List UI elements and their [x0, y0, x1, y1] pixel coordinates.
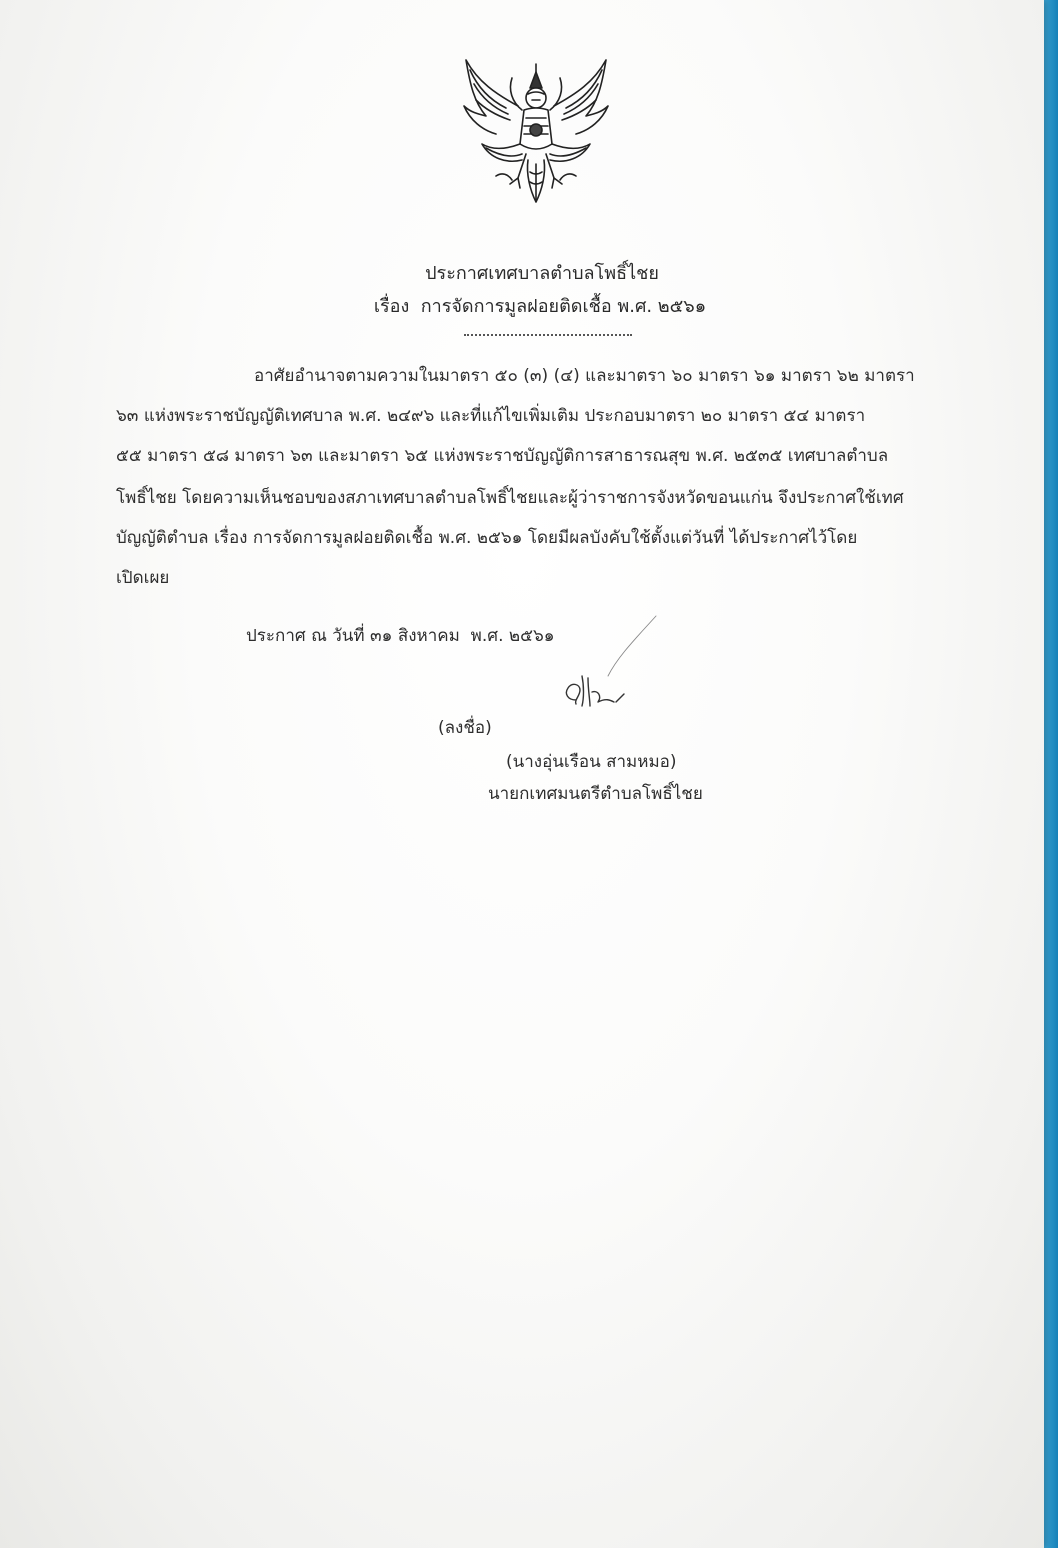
- dotted-divider: [464, 334, 632, 336]
- body-line: ๖๓ แห่งพระราชบัญญัติเทศบาล พ.ศ. ๒๔๙๖ และที่แก้ไขเพิ่มเติม ประกอบมาตรา ๒๐ มาตรา ๕๔ มาตรา: [116, 406, 866, 426]
- document-subject: เรื่อง การจัดการมูลฝอยติดเชื้อ พ.ศ. ๒๕๖๑: [373, 296, 707, 317]
- body-line: โพธิ์ไชย โดยความเห็นชอบของสภาเทศบาลตำบลโพธิ์ไชยและผู้ว่าราชการจังหวัดขอนแก่น จึงประกาศใช้เทศ: [116, 488, 904, 508]
- sign-label: (ลงชื่อ): [438, 718, 492, 738]
- body-line: ๕๕ มาตรา ๕๘ มาตรา ๖๓ และมาตรา ๖๕ แห่งพระราชบัญญัติการสาธารณสุข พ.ศ. ๒๕๓๕ เทศบาลตำบล: [116, 446, 889, 466]
- signatory-position: นายกเทศมนตรีตำบลโพธิ์ไชย: [488, 784, 703, 804]
- announcement-date: ประกาศ ณ วันที่ ๓๑ สิงหาคม พ.ศ. ๒๕๖๑: [246, 626, 555, 646]
- body-line: อาศัยอำนาจตามความในมาตรา ๕๐ (๓) (๔) และมาตรา ๖๐ มาตรา ๖๑ มาตรา ๖๒ มาตรา: [254, 366, 915, 386]
- signatory-name: (นางอุ่นเรือน สามหมอ): [506, 752, 677, 772]
- handwritten-signature: [548, 606, 668, 726]
- garuda-emblem-icon: [456, 54, 616, 214]
- document-title: ประกาศเทศบาลตำบลโพธิ์ไชย: [425, 263, 659, 284]
- blue-background-strip: [1042, 0, 1058, 1548]
- body-line: บัญญัติตำบล เรื่อง การจัดการมูลฝอยติดเชื้อ พ.ศ. ๒๕๖๑ โดยมีผลบังคับใช้ตั้งแต่วันที่ ได้ประกาศไว้โดย: [116, 528, 858, 548]
- body-line: เปิดเผย: [116, 568, 170, 588]
